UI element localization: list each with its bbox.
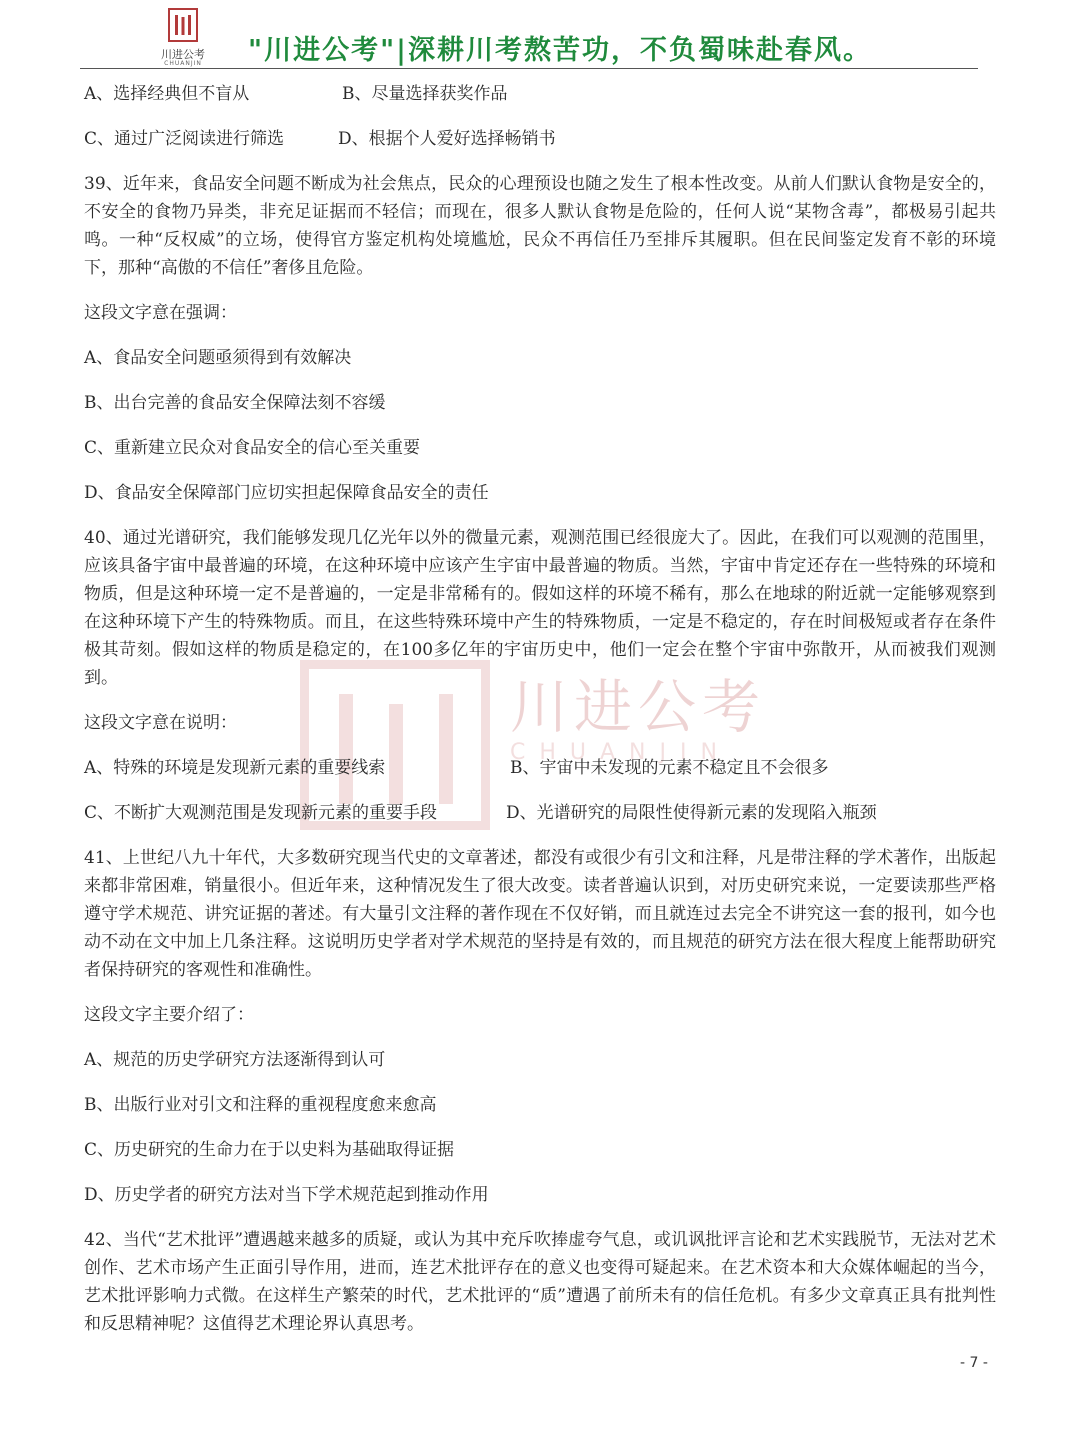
- page-header: [150, 6, 980, 70]
- header-slogan: "川进公考"|深耕川考熬苦功，不负蜀味赴春风。: [248, 35, 872, 66]
- question-41-option-d: D、历史学者的研究方法对当下学术规范起到推动作用: [84, 1185, 489, 1205]
- question-39-stem: 39、近年来，食品安全问题不断成为社会焦点，民众的心理预设也随之发生了根本性改变。从前人们默认食物是安全的，不安全的食物乃异类，非充足证据而不轻信；而现在，很多人默认食物是危险的，任何人说“某物含毒”，都极易引起共鸣。一种“反权威”的立场，使得官方鉴定机构处境尴尬，民众不再信任乃至排斥其履职。但在民间鉴定发育不彰的环境下，那种“高傲的不信任”奢侈且危险。: [84, 174, 996, 278]
- page-number: - 7 -: [960, 1355, 988, 1371]
- watermark-text-cn: 川进公考: [510, 673, 767, 741]
- question-40-option-d: D、光谱研究的局限性使得新元素的发现陷入瓶颈: [506, 803, 877, 823]
- question-39-option-b: B、出台完善的食品安全保障法刻不容缓: [84, 393, 386, 413]
- logo-text-cn: 川进公考: [161, 48, 205, 61]
- question-39-prompt: 这段文字意在强调：: [84, 303, 237, 323]
- option-d: D、根据个人爱好选择畅销书: [338, 129, 556, 149]
- question-40-option-b: B、宇宙中未发现的元素不稳定且不会很多: [510, 758, 829, 778]
- question-40-option-c: C、不断扩大观测范围是发现新元素的重要手段: [84, 803, 438, 823]
- question-39-option-d: D、食品安全保障部门应切实担起保障食品安全的责任: [84, 483, 489, 503]
- question-39-option-a: A、食品安全问题亟须得到有效解决: [84, 348, 352, 368]
- logo-seal-icon: [168, 8, 198, 42]
- option-b: B、尽量选择获奖作品: [342, 84, 508, 104]
- question-42-stem: 42、当代“艺术批评”遭遇越来越多的质疑，或认为其中充斥吹捧虚夸气息，或讥讽批评言论和艺术实践脱节，无法对艺术创作、艺术市场产生正面引导作用，进而，连艺术批评存在的意义也变得可疑起来。在艺术资本和大众媒体崛起的当今，艺术批评影响力式微。在这样生产繁荣的时代，艺术批评的“质”遭遇了前所未有的信任危机。有多少文章真正具有批判性和反思精神呢？这值得艺术理论界认真思考。: [84, 1230, 996, 1334]
- logo-text-en: CHUANJIN: [164, 60, 202, 67]
- header-divider: [80, 68, 978, 69]
- option-row: [84, 754, 996, 782]
- question-41-stem: 41、上世纪八九十年代，大多数研究现当代史的文章著述，都没有或很少有引文和注释，凡是带注释的学术著作，出版起来都非常困难，销量很小。但近年来，这种情况发生了很大改变。读者普遍认识到，对历史研究来说，一定要读那些严格遵守学术规范、讲究证据的著述。有大量引文注释的著作现在不仅好销，而且就连过去完全不讲究这一套的报刊，如今也动不动在文中加上几条注释。这说明历史学者对学术规范的坚持是有效的，而且规范的研究方法在很大程度上能帮助研究者保持研究的客观性和准确性。: [84, 848, 996, 980]
- question-40-option-a: A、特殊的环境是发现新元素的重要线索: [84, 758, 386, 778]
- question-41-option-c: C、历史研究的生命力在于以史料为基础取得证据: [84, 1140, 455, 1160]
- option-a: A、选择经典但不盲从: [84, 84, 250, 104]
- option-row: [84, 125, 996, 153]
- option-row: [84, 799, 996, 827]
- option-row: [84, 80, 996, 108]
- brand-logo: [150, 6, 220, 70]
- question-41-option-a: A、规范的历史学研究方法逐渐得到认可: [84, 1050, 386, 1070]
- question-40-prompt: 这段文字意在说明：: [84, 713, 237, 733]
- question-40-stem: 40、通过光谱研究，我们能够发现几亿光年以外的微量元素，观测范围已经很庞大了。因此，在我们可以观测的范围里，应该具备宇宙中最普遍的环境，在这种环境中应该产生宇宙中最普遍的物质。当然，宇宙中肯定还存在一些特殊的环境和物质，但是这种环境一定不是普遍的，一定是非常稀有的。假如这样的环境不稀有，那么在地球的附近就一定能够观察到在这种环境下产生的特殊物质。而且，在这些特殊环境中产生的特殊物质，一定是不稳定的，存在时间极短或者存在条件极其苛刻。假如这样的物质是稳定的，在100多亿年的宇宙历史中，他们一定会在整个宇宙中弥散开，从而被我们观测到。: [84, 528, 996, 688]
- document-body: [84, 80, 996, 1338]
- question-41-option-b: B、出版行业对引文和注释的重视程度愈来愈高: [84, 1095, 437, 1115]
- option-c: C、通过广泛阅读进行筛选: [84, 129, 285, 149]
- watermark-text-en: CHUANJIN: [510, 740, 731, 765]
- question-41-prompt: 这段文字主要介绍了：: [84, 1005, 254, 1025]
- question-39-option-c: C、重新建立民众对食品安全的信心至关重要: [84, 438, 421, 458]
